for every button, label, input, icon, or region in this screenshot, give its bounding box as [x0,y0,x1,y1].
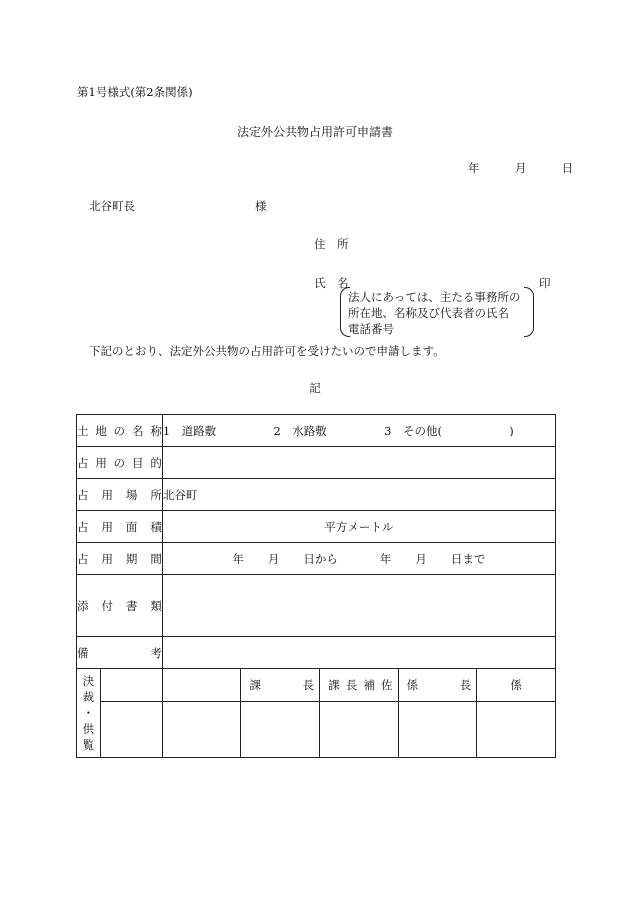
label-char: 補 [363,678,375,692]
remarks-field[interactable] [162,637,555,669]
period-start-day: 日から [303,551,338,566]
row-purpose [77,447,556,479]
header-unit-chief [398,669,477,702]
applicant-address-label: 住 所 [314,237,349,251]
area-unit: 平方メートル [324,519,394,534]
stamp-cell[interactable] [162,702,241,758]
label-char: 占 [77,487,89,502]
label-char: 長 [302,678,315,692]
note-line: 法人にあっては、主たる事務所の [348,290,521,304]
note-line: 所在地、名称及び代表者の氏名 [348,306,509,320]
area-field[interactable] [162,511,555,543]
period-end-day: 日まで [450,551,486,566]
period-field[interactable] [162,543,555,575]
label-char: 土 [77,423,89,438]
addressee: 北谷町長 [89,199,135,213]
label-char: 係 [406,678,419,692]
date-year: 年 [468,161,480,175]
corporate-note-text [348,289,520,337]
row-period [77,543,556,575]
period-end-year: 年 [379,551,392,566]
label-char: 考 [150,645,162,660]
row-land-name [77,415,556,447]
label-char: 地 [95,423,107,438]
location-field[interactable]: 北谷町 [162,479,555,511]
applicant-name-label: 氏 名 [314,276,349,290]
header-assistant-chief [320,669,399,702]
header-staff: 係 [477,669,556,702]
label-char: 称 [150,423,162,438]
note-line: 電話番号 [348,322,394,336]
stamp-cell-staff[interactable] [477,702,556,758]
label-char: 用 [101,519,113,534]
option-other[interactable]: 3 その他( [384,423,442,438]
land-name-label [77,415,163,447]
date-month: 月 [514,161,527,175]
location-label [77,479,163,511]
label-char: 面 [125,519,138,534]
period-end-month: 月 [415,551,427,566]
honorific: 様 [255,199,267,213]
row-approval-header [77,669,556,702]
period-start-month: 月 [267,551,280,566]
approval-blank-1 [100,669,162,702]
label-char: 目 [131,455,144,470]
approval-char: 裁 [82,690,95,704]
label-char: 佐 [381,678,393,692]
form-number: 第1号様式(第2条関係) [77,85,193,99]
label-char: 用 [95,455,107,470]
label-char: 課 [249,678,261,692]
approval-char: 供 [82,722,95,736]
label-char: の [113,455,126,470]
stamp-cell[interactable] [100,702,162,758]
label-char: 添 [77,598,89,613]
label-char: 期 [125,551,138,566]
label-char: 占 [77,455,89,470]
label-char: 備 [77,645,89,660]
label-char: 長 [345,678,358,692]
label-char: 所 [150,487,162,502]
seal-mark: 印 [539,276,551,290]
option-road[interactable]: 1 道路敷 [162,423,217,438]
application-table [76,414,556,758]
approval-label [77,669,101,758]
header-section-chief [241,669,320,702]
option-waterway[interactable]: 2 水路敷 [273,423,327,438]
attachments-label [77,575,163,637]
label-char: 名 [131,423,144,438]
corporate-note [340,287,534,337]
purpose-field[interactable] [162,447,555,479]
land-name-options[interactable] [162,415,555,447]
approval-char: 覧 [82,738,95,752]
date-day: 日 [561,161,574,175]
period-label [77,543,163,575]
row-remarks [77,637,556,669]
row-location [77,479,556,511]
stamp-cell-section-chief[interactable] [241,702,320,758]
label-char: 積 [150,519,162,534]
label-char: 的 [150,455,162,470]
area-label [77,511,163,543]
ki-heading: 記 [309,381,321,395]
label-char: 間 [150,551,162,566]
row-attachments [77,575,556,637]
approval-blank-2 [162,669,241,702]
label-char: 付 [101,598,113,613]
application-statement: 下記のとおり、法定外公共物の占用許可を受けたいので申請します。 [89,344,445,358]
remarks-label [77,637,163,669]
purpose-label [77,447,163,479]
stamp-cell-unit-chief[interactable] [398,702,477,758]
label-char: 占 [77,551,89,566]
approval-char: 決 [82,674,95,688]
page-title: 法定外公共物占用許可申請書 [236,125,393,139]
label-char: 書 [125,598,138,613]
option-other-close: ) [509,423,514,438]
application-date [468,160,573,176]
label-char: 用 [101,487,113,502]
period-start-year: 年 [232,551,244,566]
approval-char: ・ [82,706,95,720]
attachments-field[interactable] [162,575,555,637]
row-area [77,511,556,543]
label-char: の [113,423,126,438]
label-char: 場 [125,487,138,502]
label-char: 占 [77,519,89,534]
label-char: 用 [101,551,113,566]
label-char: 長 [459,678,472,692]
stamp-cell-assistant-chief[interactable] [320,702,399,758]
label-char: 類 [150,598,162,613]
label-char: 課 [328,678,340,692]
right-bracket [524,287,534,337]
row-approval-stamps [77,702,556,758]
